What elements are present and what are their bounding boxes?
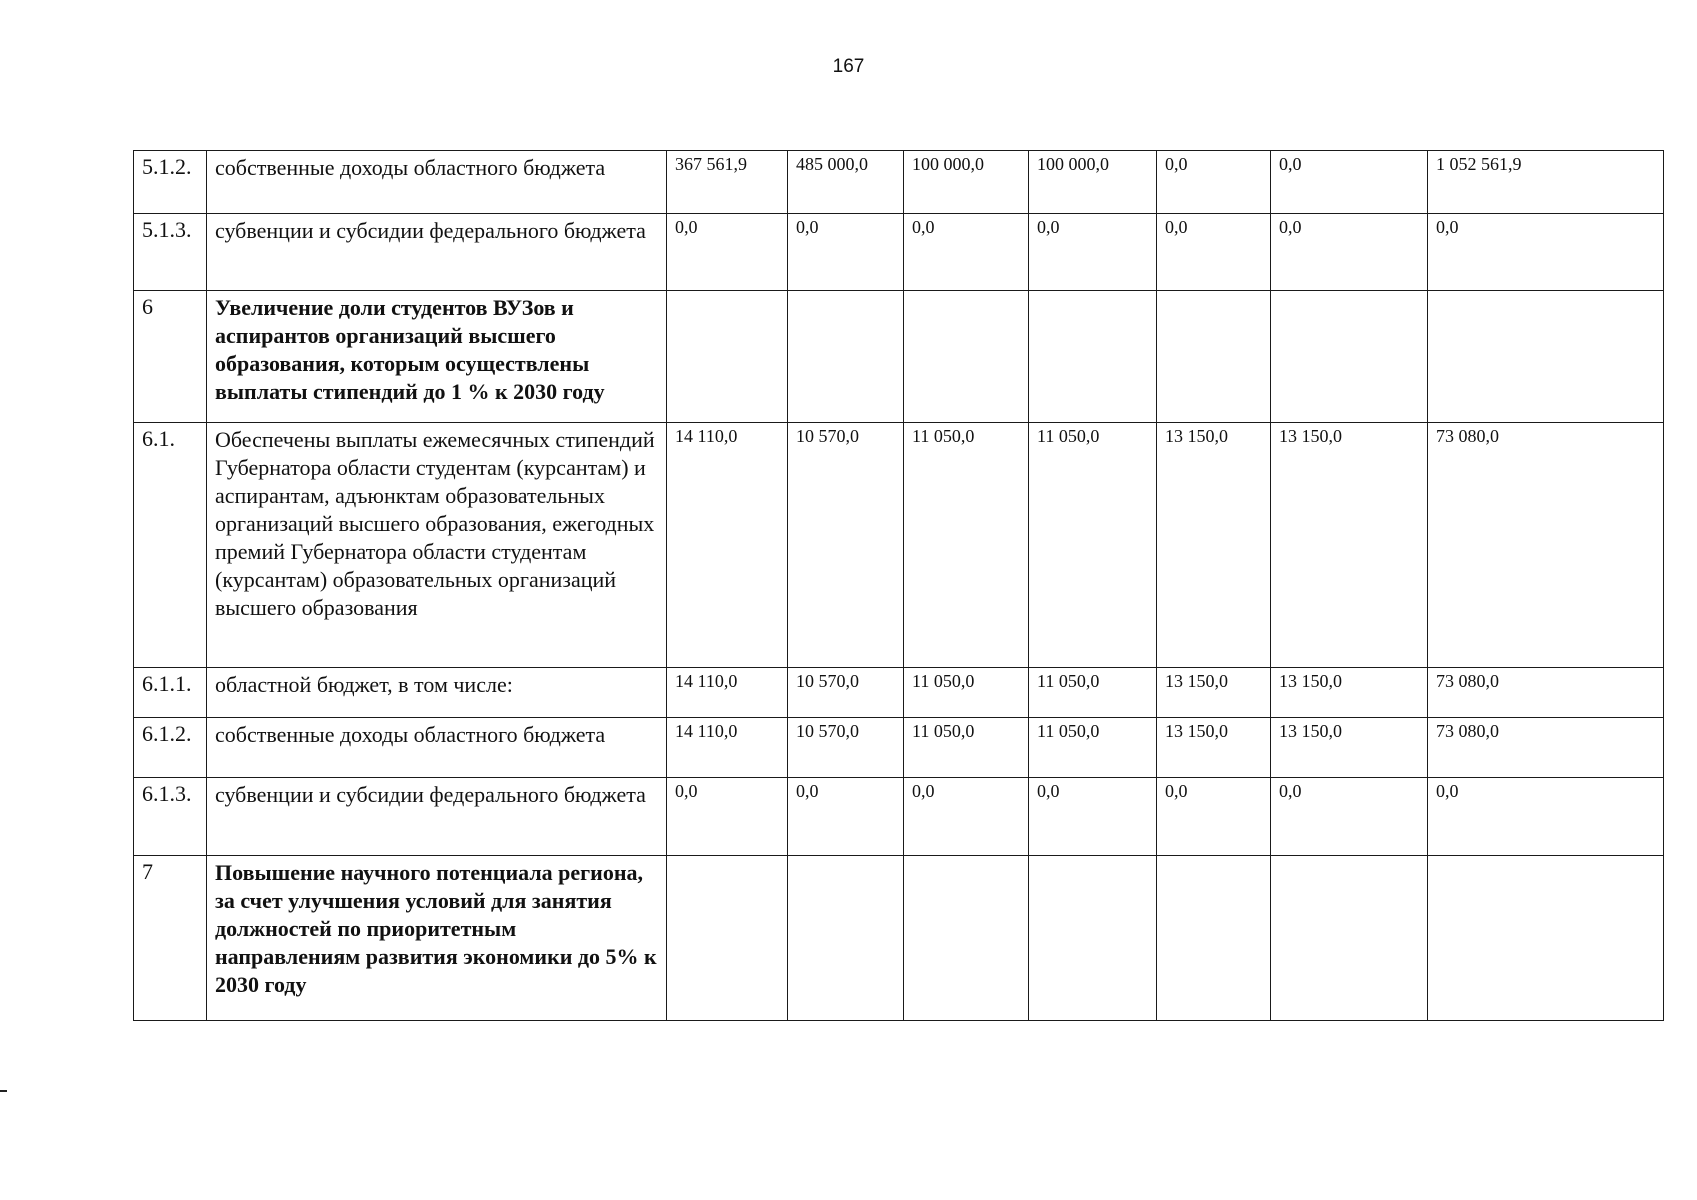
value-cell: 0,0 [1428,214,1664,291]
value-cell: 100 000,0 [1029,151,1157,214]
value-cell: 100 000,0 [904,151,1029,214]
value-cell: 10 570,0 [788,423,904,668]
value-cell: 0,0 [1271,214,1428,291]
value-cell [788,856,904,1021]
value-cell: 1 052 561,9 [1428,151,1664,214]
value-cell [1271,291,1428,423]
table-row [134,718,1664,778]
value-cell: 11 050,0 [1029,718,1157,778]
table-row [134,151,1664,214]
value-cell: 14 110,0 [667,423,788,668]
value-cell: 0,0 [1271,151,1428,214]
table-row [134,214,1664,291]
value-cell: 0,0 [904,214,1029,291]
value-cell [1157,291,1271,423]
value-cell [904,291,1029,423]
value-cell [667,291,788,423]
row-description: субвенции и субсидии федерального бюджета [207,778,667,856]
value-cell: 10 570,0 [788,668,904,718]
value-cell: 11 050,0 [904,668,1029,718]
value-cell: 11 050,0 [904,718,1029,778]
row-number: 5.1.2. [134,151,207,214]
value-cell: 13 150,0 [1271,423,1428,668]
value-cell [1428,856,1664,1021]
row-number: 6.1.2. [134,718,207,778]
value-cell: 13 150,0 [1157,668,1271,718]
value-cell: 0,0 [667,778,788,856]
page-number: 167 [832,56,865,77]
value-cell [1428,291,1664,423]
value-cell: 367 561,9 [667,151,788,214]
row-number: 7 [134,856,207,1021]
row-description: Увеличение доли студентов ВУЗов и аспирантов организаций высшего образования, которым осуществлены выплаты стипендий до 1 % к 2030 году [207,291,667,423]
value-cell: 0,0 [1029,778,1157,856]
value-cell: 10 570,0 [788,718,904,778]
value-cell: 0,0 [1029,214,1157,291]
value-cell: 0,0 [1428,778,1664,856]
table-row [134,778,1664,856]
value-cell: 0,0 [667,214,788,291]
row-description: Повышение научного потенциала региона, за счет улучшения условий для занятия должностей по приоритетным направлениям развития экономики до 5% к 2030 году [207,856,667,1021]
value-cell: 11 050,0 [1029,423,1157,668]
value-cell [667,856,788,1021]
value-cell: 0,0 [904,778,1029,856]
budget-table [133,150,1664,1021]
value-cell [1157,856,1271,1021]
value-cell: 0,0 [788,778,904,856]
value-cell: 13 150,0 [1157,718,1271,778]
value-cell: 11 050,0 [904,423,1029,668]
value-cell: 73 080,0 [1428,718,1664,778]
value-cell: 73 080,0 [1428,423,1664,668]
value-cell: 14 110,0 [667,718,788,778]
value-cell: 0,0 [1157,214,1271,291]
row-number: 6 [134,291,207,423]
row-number: 5.1.3. [134,214,207,291]
value-cell: 73 080,0 [1428,668,1664,718]
value-cell: 0,0 [1157,151,1271,214]
table-row [134,291,1664,423]
row-number: 6.1.3. [134,778,207,856]
row-number: 6.1. [134,423,207,668]
value-cell: 0,0 [788,214,904,291]
value-cell: 485 000,0 [788,151,904,214]
value-cell [1029,856,1157,1021]
value-cell: 11 050,0 [1029,668,1157,718]
value-cell [788,291,904,423]
value-cell: 14 110,0 [667,668,788,718]
table-row [134,856,1664,1021]
value-cell [1029,291,1157,423]
value-cell: 13 150,0 [1271,718,1428,778]
value-cell [904,856,1029,1021]
margin-mark [0,1090,7,1092]
value-cell: 13 150,0 [1157,423,1271,668]
value-cell [1271,856,1428,1021]
row-description: Обеспечены выплаты ежемесячных стипендий Губернатора области студентам (курсантам) и аспирантам, адъюнктам образовательных организаций высшего образования, ежегодных премий Губернатора области студентам (курсантам) образовательных организаций высшего образования [207,423,667,668]
table-row [134,423,1664,668]
row-number: 6.1.1. [134,668,207,718]
value-cell: 0,0 [1157,778,1271,856]
row-description: собственные доходы областного бюджета [207,718,667,778]
table-row [134,668,1664,718]
row-description: областной бюджет, в том числе: [207,668,667,718]
value-cell: 0,0 [1271,778,1428,856]
row-description: субвенции и субсидии федерального бюджета [207,214,667,291]
row-description: собственные доходы областного бюджета [207,151,667,214]
value-cell: 13 150,0 [1271,668,1428,718]
